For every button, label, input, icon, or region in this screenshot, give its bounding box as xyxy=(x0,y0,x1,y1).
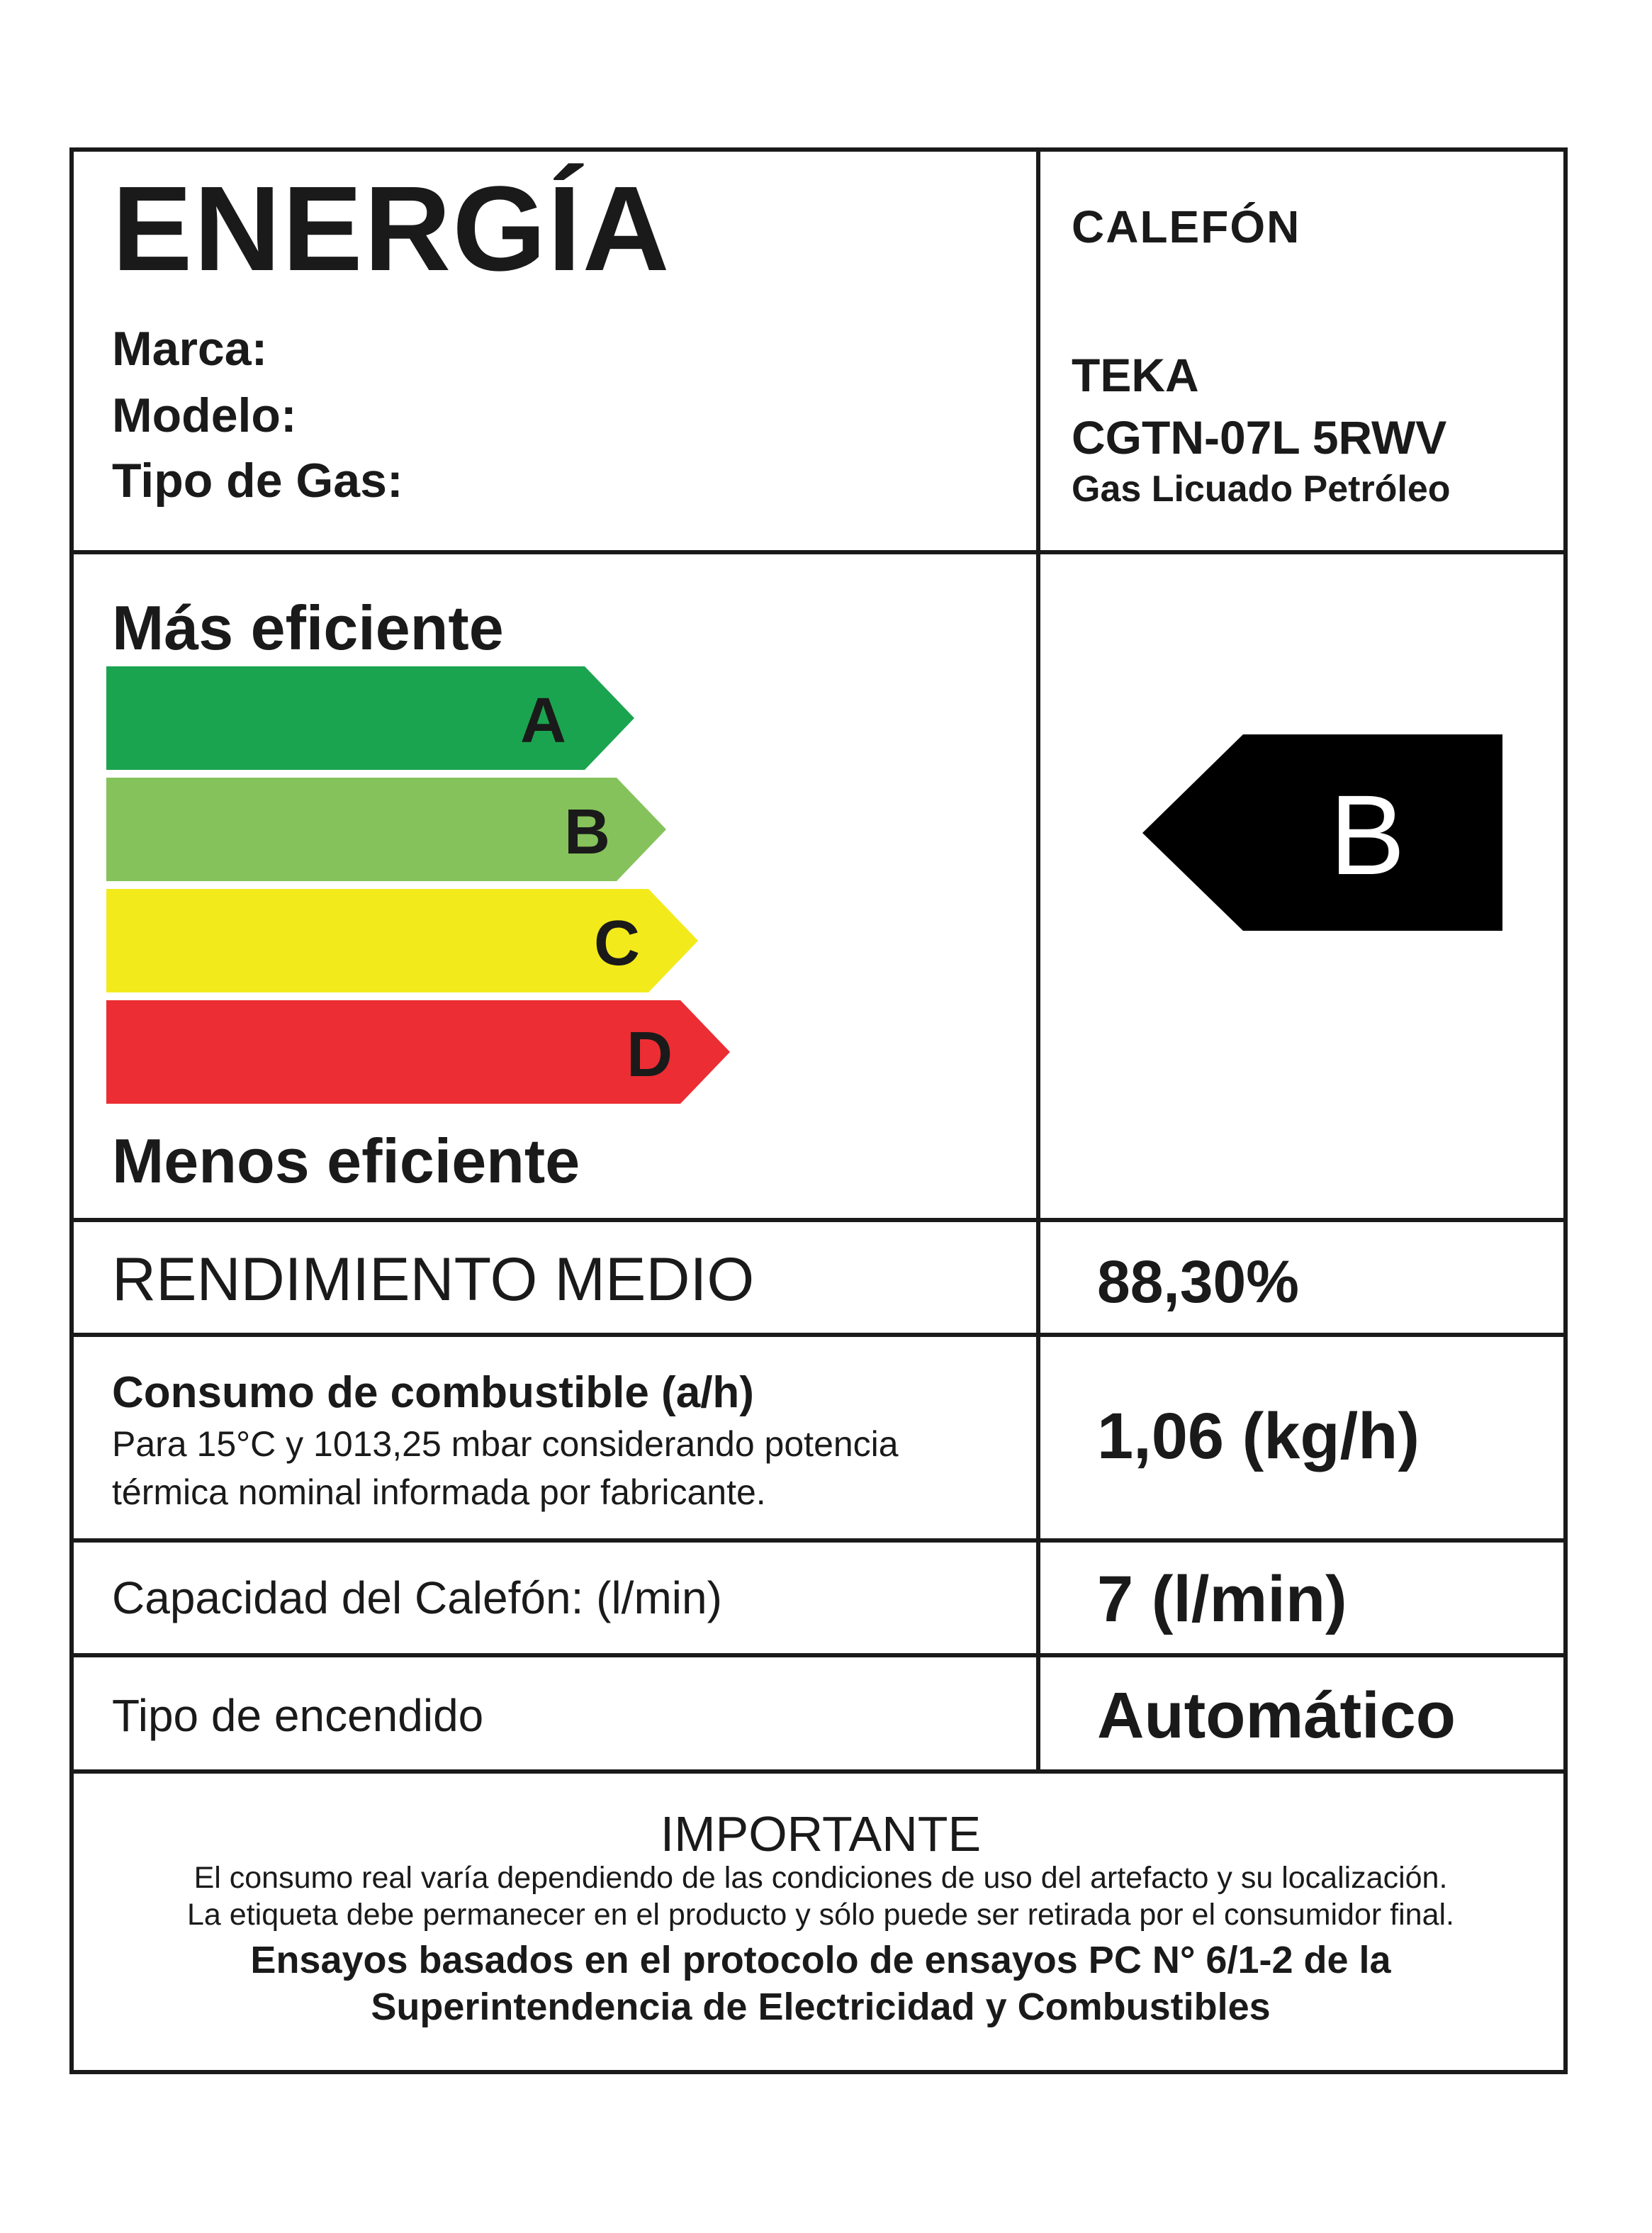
capacity-value: 7 (l/min) xyxy=(1097,1563,1347,1635)
consumption-value: 1,06 (kg/h) xyxy=(1097,1400,1420,1472)
ignition-label: Tipo de encendido xyxy=(112,1690,484,1741)
less-efficient-label: Menos eficiente xyxy=(112,1126,580,1196)
gas-type-value: Gas Licuado Petróleo xyxy=(1072,469,1451,510)
consumption-note-line-2: térmica nominal informada por fabricante. xyxy=(112,1472,766,1512)
performance-value: 88,30% xyxy=(1097,1248,1299,1315)
important-title: IMPORTANTE xyxy=(660,1806,982,1862)
consumption-label: Consumo de combustible (a/h) xyxy=(112,1368,754,1417)
class-d-letter: D xyxy=(626,1019,673,1090)
protocol-line-1: Ensayos basados en el protocolo de ensayos PC N° 6/1-2 de la xyxy=(250,1939,1391,1981)
brand-value: TEKA xyxy=(1072,349,1199,401)
rating-indicator xyxy=(1142,734,1502,931)
important-line-1: El consumo real varía dependiendo de las condiciones de uso del artefacto y su localización. xyxy=(193,1861,1448,1895)
protocol-line-2: Superintendencia de Electricidad y Combustibles xyxy=(371,1986,1271,2028)
class-a-letter: A xyxy=(520,685,566,756)
important-line-2: La etiqueta debe permanecer en el producto y sólo puede ser retirada por el consumidor final. xyxy=(187,1898,1454,1932)
product-type: CALEFÓN xyxy=(1072,201,1301,252)
more-efficient-label: Más eficiente xyxy=(112,593,504,663)
model-field-label: Modelo: xyxy=(112,388,297,442)
brand-field-label: Marca: xyxy=(112,322,268,376)
capacity-label: Capacidad del Calefón: (l/min) xyxy=(112,1572,722,1623)
gas-field-label: Tipo de Gas: xyxy=(112,454,403,508)
label-title: ENERGÍA xyxy=(112,162,671,296)
consumption-note-line-1: Para 15°C y 1013,25 mbar considerando potencia xyxy=(112,1424,899,1464)
rating-letter: B xyxy=(1330,771,1405,898)
ignition-value: Automático xyxy=(1097,1679,1456,1752)
model-value: CGTN-07L 5RWV xyxy=(1072,411,1447,464)
class-b-letter: B xyxy=(564,797,610,868)
performance-label: RENDIMIENTO MEDIO xyxy=(112,1246,755,1314)
class-c-letter: C xyxy=(594,908,640,979)
